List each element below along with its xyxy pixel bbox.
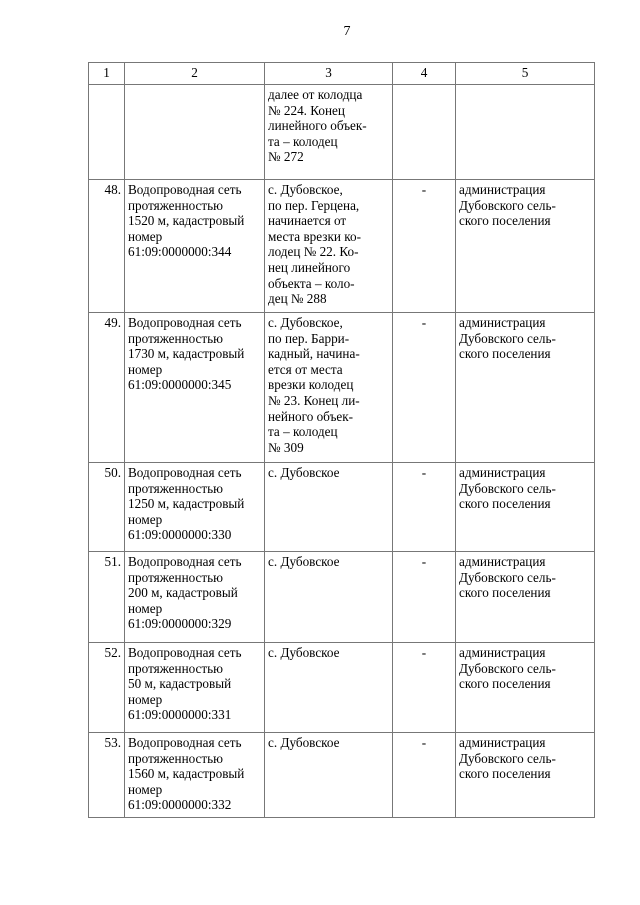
column-4-cell: - xyxy=(393,180,456,313)
column-4-cell: - xyxy=(393,313,456,463)
column-4-cell: - xyxy=(393,552,456,643)
row-number-cell xyxy=(89,85,125,180)
object-name-cell: Водопроводная сеть протяженностью 1250 м, кадастровый номер 61:09:0000000:330 xyxy=(125,463,265,552)
table-row xyxy=(89,643,595,733)
location-cell: с. Дубовское xyxy=(265,552,393,643)
page-number: 7 xyxy=(343,24,351,39)
column-4-cell: - xyxy=(393,733,456,818)
table-row xyxy=(89,552,595,643)
column-header-5: 5 xyxy=(456,63,595,85)
object-name-cell xyxy=(125,85,265,180)
row-number-cell: 51. xyxy=(89,552,125,643)
object-name-cell: Водопроводная сеть протяженностью 1730 м, кадастровый номер 61:09:0000000:345 xyxy=(125,313,265,463)
owner-cell xyxy=(456,85,595,180)
registry-table xyxy=(88,62,595,818)
table-row xyxy=(89,313,595,463)
column-header-3: 3 xyxy=(265,63,393,85)
table-row xyxy=(89,733,595,818)
row-number-cell: 48. xyxy=(89,180,125,313)
location-cell: с. Дубовское, по пер. Герцена, начинается от места врезки ко- лодец № 22. Ко- нец линейного объекта – коло- дец № 288 xyxy=(265,180,393,313)
column-4-cell: - xyxy=(393,463,456,552)
location-cell: с. Дубовское xyxy=(265,643,393,733)
row-number-cell: 50. xyxy=(89,463,125,552)
row-number-cell: 49. xyxy=(89,313,125,463)
row-number-cell: 53. xyxy=(89,733,125,818)
table-row xyxy=(89,85,595,180)
column-header-4: 4 xyxy=(393,63,456,85)
location-cell: с. Дубовское xyxy=(265,733,393,818)
owner-cell: администрация Дубовского сель- ского поселения xyxy=(456,313,595,463)
column-4-cell: - xyxy=(393,643,456,733)
column-header-2: 2 xyxy=(125,63,265,85)
object-name-cell: Водопроводная сеть протяженностью 1520 м, кадастровый номер 61:09:0000000:344 xyxy=(125,180,265,313)
owner-cell: администрация Дубовского сель- ского поселения xyxy=(456,552,595,643)
location-cell: с. Дубовское xyxy=(265,463,393,552)
owner-cell: администрация Дубовского сель- ского поселения xyxy=(456,463,595,552)
location-cell: с. Дубовское, по пер. Барри- кадный, начина- ется от места врезки колодец № 23. Конец ли- нейного объек- та – колодец № 309 xyxy=(265,313,393,463)
location-cell: далее от колодца № 224. Конец линейного объек- та – колодец № 272 xyxy=(265,85,393,180)
owner-cell: администрация Дубовского сель- ского поселения xyxy=(456,733,595,818)
column-4-cell xyxy=(393,85,456,180)
column-header-1: 1 xyxy=(89,63,125,85)
object-name-cell: Водопроводная сеть протяженностью 50 м, кадастровый номер 61:09:0000000:331 xyxy=(125,643,265,733)
owner-cell: администрация Дубовского сель- ского поселения xyxy=(456,180,595,313)
owner-cell: администрация Дубовского сель- ского поселения xyxy=(456,643,595,733)
table-header-row xyxy=(89,63,595,85)
table-row xyxy=(89,463,595,552)
row-number-cell: 52. xyxy=(89,643,125,733)
object-name-cell: Водопроводная сеть протяженностью 1560 м, кадастровый номер 61:09:0000000:332 xyxy=(125,733,265,818)
table-row xyxy=(89,180,595,313)
object-name-cell: Водопроводная сеть протяженностью 200 м, кадастровый номер 61:09:0000000:329 xyxy=(125,552,265,643)
